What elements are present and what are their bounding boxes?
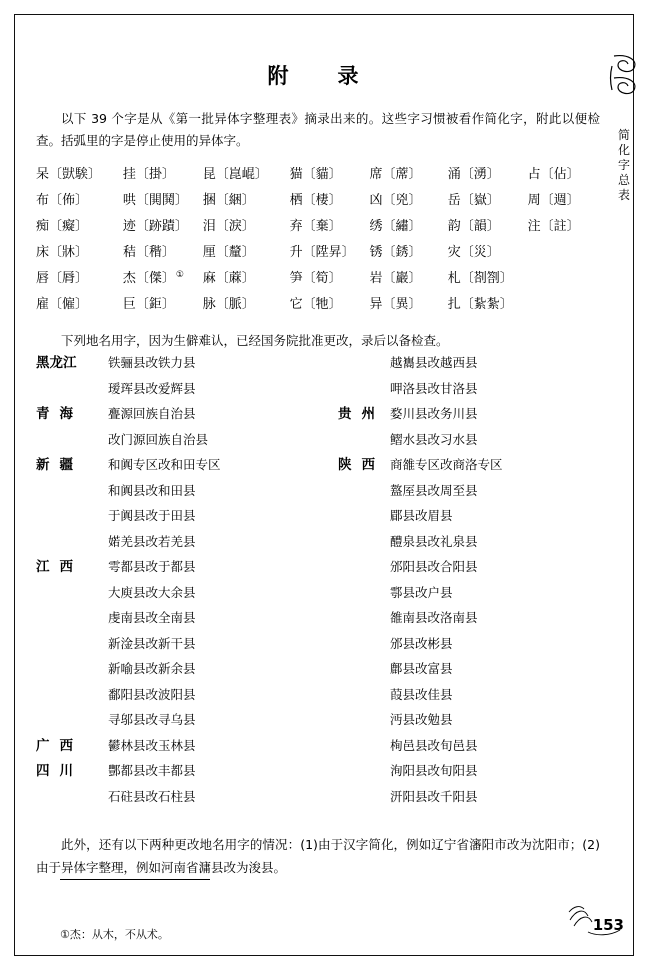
placenames-right-column — [320, 357, 606, 816]
placename-change: 新淦县改新干县 — [108, 635, 196, 651]
province-label: 广西 — [36, 737, 83, 754]
placename-row — [320, 686, 606, 715]
variant-cell: 床〔牀〕 — [36, 245, 89, 261]
variant-cell: 挂〔掛〕 — [122, 167, 175, 183]
placename-change: 沔县改勉县 — [390, 712, 453, 727]
placename-change: 雒南县改洛南县 — [390, 610, 478, 625]
placename-row — [34, 737, 320, 766]
variant-cell: 迹〔跡蹟〕 — [122, 219, 188, 235]
placename-change: 鄜县改富县 — [390, 661, 453, 676]
placenames-intro-paragraph: 下列地名用字，因为生僻难认，已经国务院批准更改，录后以备检查。 — [61, 332, 449, 348]
placename-change: 洵阳县改旬阳县 — [390, 763, 478, 778]
variant-row — [36, 186, 606, 212]
province-label: 青海 — [36, 406, 83, 422]
variant-row — [36, 238, 606, 264]
placename-row — [34, 561, 320, 587]
province-label: 新疆 — [36, 457, 83, 473]
placename-change: 大庾县改大余县 — [108, 584, 196, 600]
placename-row — [320, 561, 606, 587]
placename-row — [320, 380, 606, 409]
placename-row — [34, 612, 320, 638]
variant-cell — [528, 290, 606, 316]
placename-change: 呷洛县改甘洛县 — [390, 380, 478, 396]
placename-change: 雩都县改于都县 — [108, 559, 196, 574]
variant-row — [36, 160, 606, 186]
variant-cell: 弃〔棄〕 — [289, 219, 342, 235]
placenames-columns — [34, 357, 606, 816]
placename-row — [320, 714, 606, 740]
variant-cell: 泪〔淚〕 — [202, 219, 255, 235]
footnote-marker: ① — [175, 269, 184, 280]
province-label: 四川 — [36, 763, 83, 779]
placename-row — [34, 357, 320, 383]
variant-cell: 杰〔傑〕① — [122, 269, 184, 287]
variant-characters-table — [36, 160, 606, 316]
placename-row — [320, 765, 606, 791]
variant-cell: 呆〔獃騃〕 — [36, 167, 102, 183]
intro-paragraph: 以下 39 个字是从《第一批异体字整理表》摘录出来的。这些字习惯被看作简化字，附此以便检查。括弧里的字是停止使用的异体字。 — [36, 111, 600, 148]
variant-cell: 捆〔綑〕 — [202, 193, 255, 209]
page-number: 153 — [592, 916, 624, 934]
variant-row — [36, 290, 606, 316]
variant-cell: 麻〔蔴〕 — [202, 271, 255, 287]
placename-row — [320, 459, 606, 485]
placename-change: 虔南县改全南县 — [108, 610, 196, 625]
variant-cell: 痴〔癡〕 — [36, 219, 89, 235]
page-content — [34, 36, 606, 941]
placename-row — [320, 612, 606, 638]
placename-row — [320, 357, 606, 383]
placename-row — [34, 482, 320, 511]
variant-cell: 升〔陞昇〕 — [289, 245, 355, 261]
placename-change: 邠县改彬县 — [390, 635, 453, 651]
placename-row — [320, 663, 606, 689]
placename-row — [34, 459, 320, 485]
placenames-left-column — [34, 357, 320, 816]
placename-change: 葭县改佳县 — [390, 686, 453, 702]
variant-cell: 秸〔稭〕 — [122, 245, 175, 261]
variant-cell: 锈〔銹〕 — [369, 245, 422, 261]
placename-change: 瑷珲县改爱辉县 — [108, 380, 196, 396]
placename-change: 郿县改眉县 — [390, 508, 453, 523]
variant-cell: 注〔註〕 — [527, 219, 580, 235]
placename-change: 鄱阳县改波阳县 — [108, 686, 196, 702]
variant-cell: 涌〔湧〕 — [447, 167, 500, 183]
placename-change: 亹源回族自治县 — [108, 406, 196, 421]
variant-row — [36, 212, 606, 238]
placename-change: 盩厔县改周至县 — [390, 482, 478, 498]
placename-change: 和阗县改和田县 — [108, 482, 196, 498]
variant-cell: 猫〔貓〕 — [289, 167, 342, 183]
placename-change: 栒邑县改旬邑县 — [390, 737, 478, 753]
placename-change: 新喻县改新余县 — [108, 661, 196, 676]
placename-change: 越巂县改越西县 — [390, 355, 478, 370]
placename-row — [34, 533, 320, 562]
variant-cell — [528, 238, 606, 264]
footnote-rule — [60, 879, 210, 880]
placename-row — [34, 714, 320, 740]
placename-row — [320, 408, 606, 434]
placename-change: 商雒专区改商洛专区 — [390, 457, 503, 472]
placename-change: 铁骊县改铁力县 — [108, 355, 196, 370]
placename-row — [320, 510, 606, 536]
province-label: 黑龙江 — [36, 355, 77, 371]
variant-cell: 岳〔嶽〕 — [447, 193, 500, 209]
placename-change: 汧阳县改千阳县 — [390, 788, 478, 804]
placename-row — [34, 584, 320, 613]
variant-cell: 占〔佔〕 — [527, 167, 580, 183]
placename-row — [320, 584, 606, 613]
province-label: 陕西 — [338, 457, 385, 473]
placename-row — [320, 788, 606, 817]
variant-cell: 周〔週〕 — [527, 193, 580, 209]
placename-change: 婼羌县改若羌县 — [108, 533, 196, 549]
placename-change: 改门源回族自治县 — [108, 431, 209, 447]
variant-cell: 席〔蓆〕 — [369, 167, 422, 183]
placename-row — [34, 431, 320, 460]
variant-cell: 雇〔僱〕 — [36, 297, 89, 313]
variant-cell: 凶〔兇〕 — [369, 193, 422, 209]
variant-cell: 唇〔脣〕 — [36, 271, 89, 287]
placename-change: 酆都县改丰都县 — [108, 763, 196, 778]
placename-change: 鄠县改户县 — [390, 584, 453, 600]
placename-row — [320, 482, 606, 511]
tail-paragraph: 此外，还有以下两种更改地名用字的情况：(1)由于汉字简化，例如辽宁省瀋阳市改为沈阳市；(2)由于异体字整理，例如河南省滽县改为浚县。 — [36, 837, 600, 875]
page-title: 附 录 — [267, 64, 373, 88]
placename-change: 婺川县改务川县 — [390, 406, 478, 421]
placename-row — [320, 635, 606, 664]
placename-row — [34, 788, 320, 817]
placename-change: 寻邬县改寻乌县 — [108, 712, 196, 727]
placename-row — [34, 663, 320, 689]
placename-row — [34, 635, 320, 664]
variant-cell: 厘〔釐〕 — [202, 245, 255, 261]
variant-cell: 异〔異〕 — [369, 297, 422, 313]
placename-row — [320, 737, 606, 766]
variant-cell: 札〔剳劄〕 — [447, 271, 513, 287]
placename-change: 于阗县改于田县 — [108, 508, 196, 523]
placename-row — [34, 510, 320, 536]
variant-cell — [528, 264, 606, 290]
placename-row — [320, 533, 606, 562]
placename-row — [34, 408, 320, 434]
placename-row — [34, 765, 320, 791]
side-running-title: 简化字总表 — [617, 128, 630, 202]
placename-change: 醴泉县改礼泉县 — [390, 533, 478, 549]
placename-change: 鬰林县改玉林县 — [108, 737, 196, 753]
placename-change: 鳛水县改习水县 — [390, 431, 478, 447]
variant-cell: 布〔佈〕 — [36, 193, 89, 209]
placename-change: 和阗专区改和田专区 — [108, 457, 221, 472]
variant-cell: 岩〔巖〕 — [369, 271, 422, 287]
province-label: 江西 — [36, 559, 83, 575]
variant-cell: 哄〔閧鬨〕 — [122, 193, 188, 209]
placename-row — [34, 686, 320, 715]
variant-row — [36, 264, 606, 290]
placename-change: 石砫县改石柱县 — [108, 788, 196, 804]
decorative-ornament — [608, 52, 642, 104]
variant-cell: 昆〔崑崐〕 — [202, 167, 268, 183]
variant-cell: 巨〔鉅〕 — [122, 297, 175, 313]
variant-cell: 笋〔筍〕 — [289, 271, 342, 287]
variant-cell: 它〔牠〕 — [289, 297, 342, 313]
footnote: ①杰：从木，不从术。 — [60, 928, 169, 941]
placename-row — [320, 431, 606, 460]
placename-row — [34, 380, 320, 409]
variant-cell: 灾〔災〕 — [447, 245, 500, 261]
variant-cell: 韵〔韻〕 — [447, 219, 500, 235]
variant-cell: 绣〔繡〕 — [369, 219, 422, 235]
variant-cell: 扎〔紥紮〕 — [447, 297, 513, 313]
placename-change: 邠阳县改合阳县 — [390, 559, 478, 574]
variant-cell: 脉〔脈〕 — [202, 297, 255, 313]
province-label: 贵州 — [338, 406, 385, 422]
variant-cell: 栖〔棲〕 — [289, 193, 342, 209]
